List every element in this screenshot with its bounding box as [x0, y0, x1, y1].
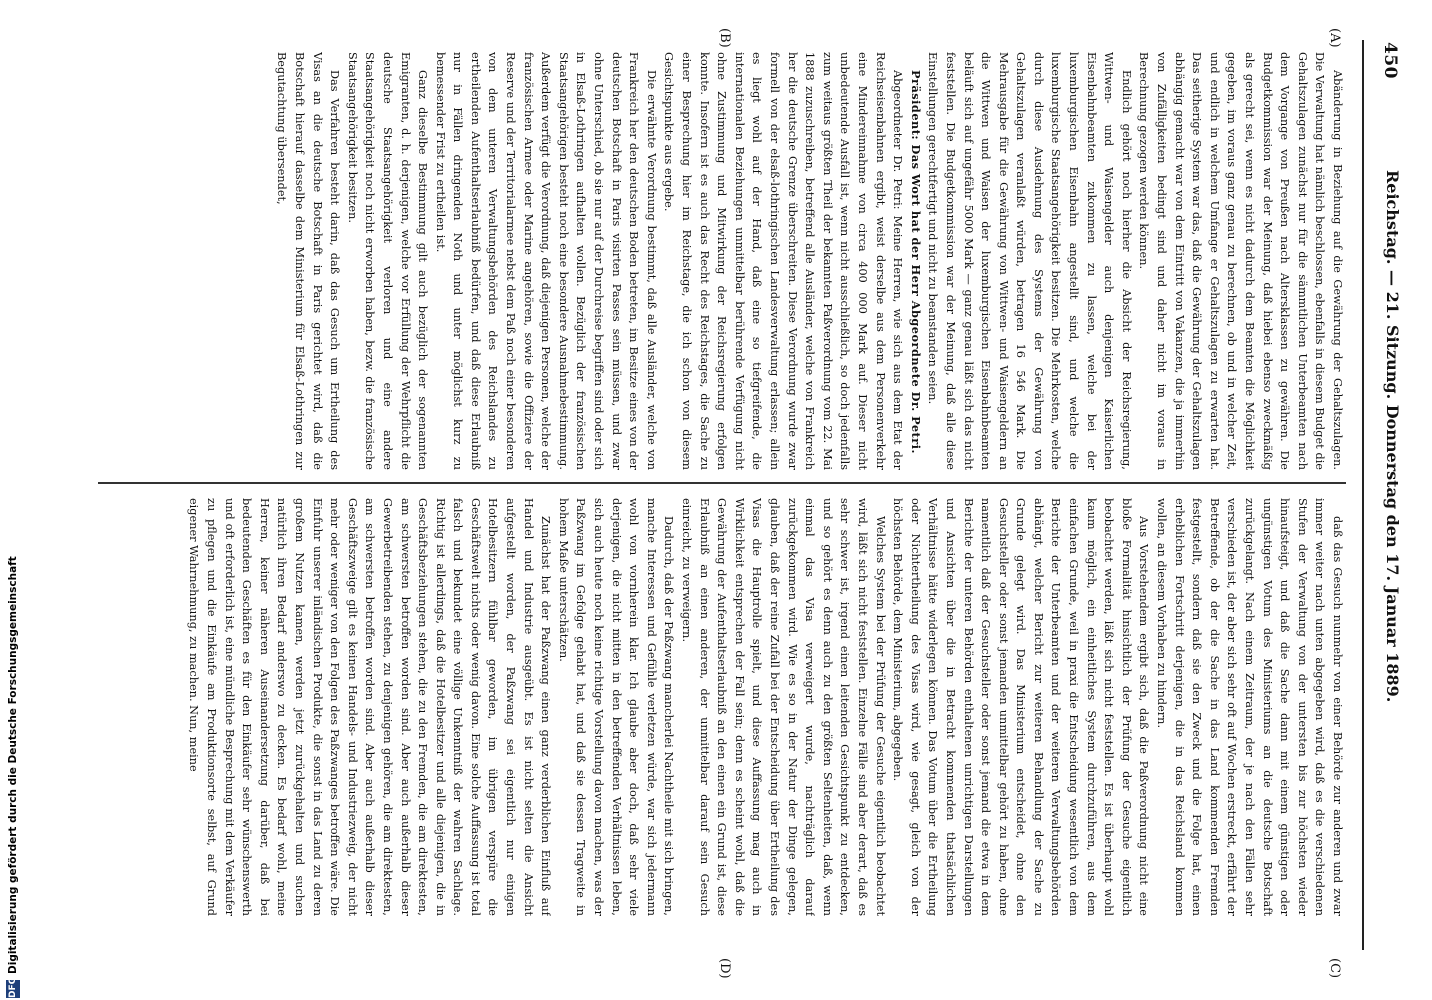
digitization-credit: [6, 556, 20, 998]
paragraph: Welches System bei der Prüfung der Gesuche eigentlich beobachtet wird, läßt sich nicht feststellen. Einzelne Fälle sind aber derart, daß es sehr schwer ist, irgend einen leitenden Gesichtspunkt zu entdecken, und so gehört es denn auch zu den größten Seltenheiten, daß, wenn einmal das Visa verweigert wurde, nachträglich darauf zurückgekommen wird. Wie es so in der Natur der Dinge gelegen, glauben, daß der reine Zufall bei der Entscheidung über Ertheilung des Visas die Hauptrolle spielt, und diese Auffassung mag auch in Wirklichkeit entsprechen der Fall sein; denn es scheint wohl, daß die Gewährung der Aufenthaltserlaubniß an den einen ein Grund ist, diese Erlaubniß an einen anderen, der unmittelbar darauf sein Gesuch einreicht, zu verweigern.: [680, 498, 887, 916]
page-number: 450: [1380, 42, 1400, 79]
paragraph: Dadurch, daß der Paßzwang mancherlei Nachtheile mit sich bringen, manche Interessen und Gefühle verletzen würde, war sich jedermann wohl von vornherein klar. Ich glaube aber doch, daß sehr viele derjenigen, die nicht mitten in den betreffenden Verhältnissen leben, sich auch heute noch keine richtige Vorstellung davon machen, was der Paßzwang im Gefolge gehabt hat, und daß sie dessen Tragweite in hohem Maße unterschätzen.: [556, 498, 676, 916]
page-header: [1360, 0, 1432, 1000]
running-title: Reichstag. — 21. Sitzung. Donnerstag den 17. Januar 1889.: [1383, 170, 1402, 703]
column-divider: [98, 482, 1346, 484]
paragraph: Abgeordneter Dr. Petri: Meine Herren, wie sich aus dem Etat der Reichseisenbahnen ergibt, weist derselbe aus dem Personenverkehr eine Mindereinnahme von circa 400 000 Mark auf. Dieser nicht unbedeutende Ausfall ist, wenn nicht ausschließlich, so doch jedenfalls zum weitaus größten Theil der bekannten Paßverordnung vom 22. Mai 1888 zuzuschreiben, betreffend alle Ausländer, welche von Frankreich her die deutsche Grenze überschreiten. Diese Verordnung wurde zwar formell von der elsaß-lothringischen Landesverwaltung erlassen; allein es liegt wohl auf der Hand, daß eine so tiefgreifende, die internationalen Beziehungen unmittelbar berührende Verfügung nicht ohne Zustimmung und Mitwirkung der Reichsregierung erfolgen konnte. Insofern ist es auch das Recht des Reichstages, die Sache zu einer Besprechung hier im Reichstage, die ich schon von diesem Gesichtspunkte aus ergebe.: [662, 52, 905, 470]
paragraph: daß das Gesuch nunmehr von einer Behörde zur anderen und zwar immer weiter nach unten abgegeben wird, daß es die verschiedenen Stufen der Verwaltung von der untersten bis zur höchsten wieder hinaufsteigt, und daß die Sache dann mit einem günstigen oder ungünstigen Votum des Ministeriums an die deutsche Botschaft zurückgelangt. Nach einem Zeitraum, der je nach den Fällen sehr verschieden ist, der aber sich sehr oft auf Wochen erstreckt, erfährt der Betreffende, ob der die Sache in das Land kommenden Fremden festgestellt, sondern daß sie den Zweck und die Folge hat, einen erheblichen Fortschritt derjenigen, die in das Reichsland kommen wollen, an diesem Vorhaben zu hindern.: [1155, 498, 1344, 916]
paragraph: Abänderung in Beziehung auf die Gewährung der Gehaltszulagen. Die Verwaltung hat nämlich beschlossen, ebenfalls in diesem Budget die Gehaltszulagen zunächst nur für die sämmtlichen Unterbeamten nach dem Vorgange von Preußen nach Altersklassen zu gewähren. Die Budgetkommission war der Meinung, daß hiebei ebenso zweckmäßig als gerecht sei, wenn es nicht dadurch dem Beamten die Möglichkeit gegeben, im voraus ganz genau zu berechnen, ob und in welcher Zeit, und endlich in welchem Umfange er Gehaltszulagen zu erwarten hat. Das seitherige System war das, daß die Gewährung der Gehaltszulagen abhängig gemacht war von dem Eintritt von Vakanzen, die ja immerhin von Zufälligkeiten bedingt sind und daher nicht im voraus in Berechnung gezogen werden können.: [1137, 52, 1344, 470]
margin-marker-d: (D): [717, 958, 732, 979]
paragraph: Endlich gehört noch hierher die Absicht der Reichsregierung, Wittwen- und Waisengelder auch denjenigen Kaiserlichen Eisenbahnbeamten zukommen zu lassen, welche bei der luxemburgischen Eisenbahn angestellt sind, und welche die luxemburgische Staatsangehörigkeit besitzen. Die Mehrkosten, welche durch diese Ausdehnung des Systems der Gewährung von Gehaltszulagen veranlaßt würden, betragen 16 546 Mark. Die Mehrausgabe für die Gewährung von Wittwen- und Waisengeldern an die Wittwen und Waisen der luxemburgischen Eisenbahnbeamten beläuft sich auf ungefähr 5000 Mark — ganz genau läßt sich das nicht feststellen. Die Budgetkommission war der Meinung, daß alle diese Einstellungen gerechtfertigt und nicht zu beanstanden seien.: [926, 52, 1133, 470]
header-rule: [1362, 40, 1364, 950]
text-column-left: [98, 52, 1346, 470]
paragraph: Die erwähnte Verordnung bestimmt, daß alle Ausländer, welche von Frankreich her den deutschen Boden betreten, im Besitze eines von der deutschen Botschaft in Paris visirten Passes sein müssen, und zwar ohne Unterschied, ob sie nur auf der Durchreise begriffen sind oder sich in Elsaß-Lothringen aufhalten wollen. Bezüglich der französischen Staatsangehörigen besteht noch eine besondere Ausnahmebestimmung. Außerdem verfügt die Verordnung, daß diejenigen Personen, welche der französischen Armee oder Marine angehören, sowie die Offiziere der Reserve und der Territorialarmee nebst dem Paß noch einer besonderen von dem unteren Verwaltungsbehörden des Reichslandes zu ertheilenden Aufenthaltserlaubniß bedürfen, und daß diese Erlaubniß nur in Fällen dringenden Noth und unter möglichst kurz zu bemessender Frist zu ertheilen ist.: [433, 52, 658, 470]
speaker-paragraph: Präsident: Das Wort hat der Herr Abgeordnete Dr. Petri.: [908, 70, 923, 454]
digitization-credit-text: Digitalisierung gefördert durch die Deutsche Forschungsgemeinschaft: [7, 556, 19, 974]
margin-marker-a: (A): [1327, 28, 1342, 48]
text-column-right: [98, 498, 1346, 916]
paragraph: Ganz dieselbe Bestimmung gilt auch bezüglich der sogenannten Emigranten, d. h. derjenigen, welche vor Erfüllung der Wehrpflicht die deutsche Staatsangehörigkeit verloren und eine andere Staatsangehörigkeit noch nicht erworben haben, bezw. die französische Staatsangehörigkeit besitzen.: [345, 52, 430, 470]
margin-marker-b: (B): [717, 28, 732, 48]
margin-marker-c: (C): [1327, 958, 1342, 979]
paragraph: Aus Vorstehendem ergibt sich, daß die Paßverordnung nicht eine bloße Formalität hinsichtlich der Prüfung der Gesuche eigentlich beobachtet werden, läßt sich nicht feststellen. Es ist überhaupt wohl kaum möglich, ein einheitliches System durchzuführen, aus dem einfachen Grunde, weil in praxi die Entscheidung wesentlich von dem Berichte der Unterbeamten und der weiteren Verwaltungsbehörden abhängt, welcher Bericht zur weiteren Behandlung der Sache zu Grunde gelegt wird. Das Ministerium entscheidet, ohne den Gesuchsteller oder sonst jemanden unmittelbar gehört zu haben, ohne namentlich daß der Gesuchsteller oder sonst jemand die etwa in dem Berichte der unteren Behörden enthaltenen unrichtigen Darstellungen und Ansichten über die in Betracht kommenden thatsächlichen Verhältnisse hätte widerlegen können. Das Votum über die Ertheilung oder Nichtertheilung des Visas wird, wie gesagt, gleich von der höchsten Behörde, dem Ministerium, abgegeben.: [891, 498, 1151, 916]
dfg-logo: DFG: [8, 976, 18, 998]
paragraph: Das Verfahren besteht darin, daß das Gesuch um Ertheilung des Visas an die deutsche Botschaft in Paris gerichtet wird, daß die Botschaft hierauf dasselbe dem Ministerium für Elsaß-Lothringen zur Begutachtung übersendet,: [275, 52, 342, 470]
paragraph: Zunächst hat der Paßzwang einen ganz verderblichen Einfluß auf Handel und Industrie ausgeübt. Es ist nicht selten die Ansicht aufgestellt worden, der Paßzwang sei eigentlich nur einigen Hotelbesitzern fühlbar geworden, im übrigen verspüre die Geschäftswelt nichts oder wenig davon. Eine solche Auffassung ist total falsch und bekundet eine völlige Unkenntniß der wahren Sachlage. Richtig ist allerdings, daß die Hotelbesitzer und alle diejenigen, die in Geschäftsbeziehungen stehen, die zu den Fremden, die am direktesten, am schwersten betroffen worden sind. Aber auch außerhalb dieser Gewerbetreibenden stehen, zu denjenigen gehören, die am direktesten, am schwersten betroffen worden sind. Aber auch außerhalb dieser Geschäftszweige gilt es keinen Handels- und Industriezweig, der nicht mehr oder weniger von den Folgen des Paßzwanges betroffen wäre. Die Einfuhr unserer inländischen Produkte, die sonst in das Land zu deren großem Nutzen kamen, werden jetzt zurückgehalten und suchen natürlich ihren Bedarf anderswo zu decken. Es bedarf wohl, meine Herren, keiner näheren Auseinandersetzung darüber, daß bei bedeutenden Geschäften es für den Einkäufer sehr wünschenswerth und oft erforderlich ist, eine mündliche Besprechung mit dem Verkäufer zu pflegen und die Einkäufe am Produktionsorte selbst, auf Grund eigener Wahrnehmung, zu machen. Nun, meine: [187, 498, 553, 916]
